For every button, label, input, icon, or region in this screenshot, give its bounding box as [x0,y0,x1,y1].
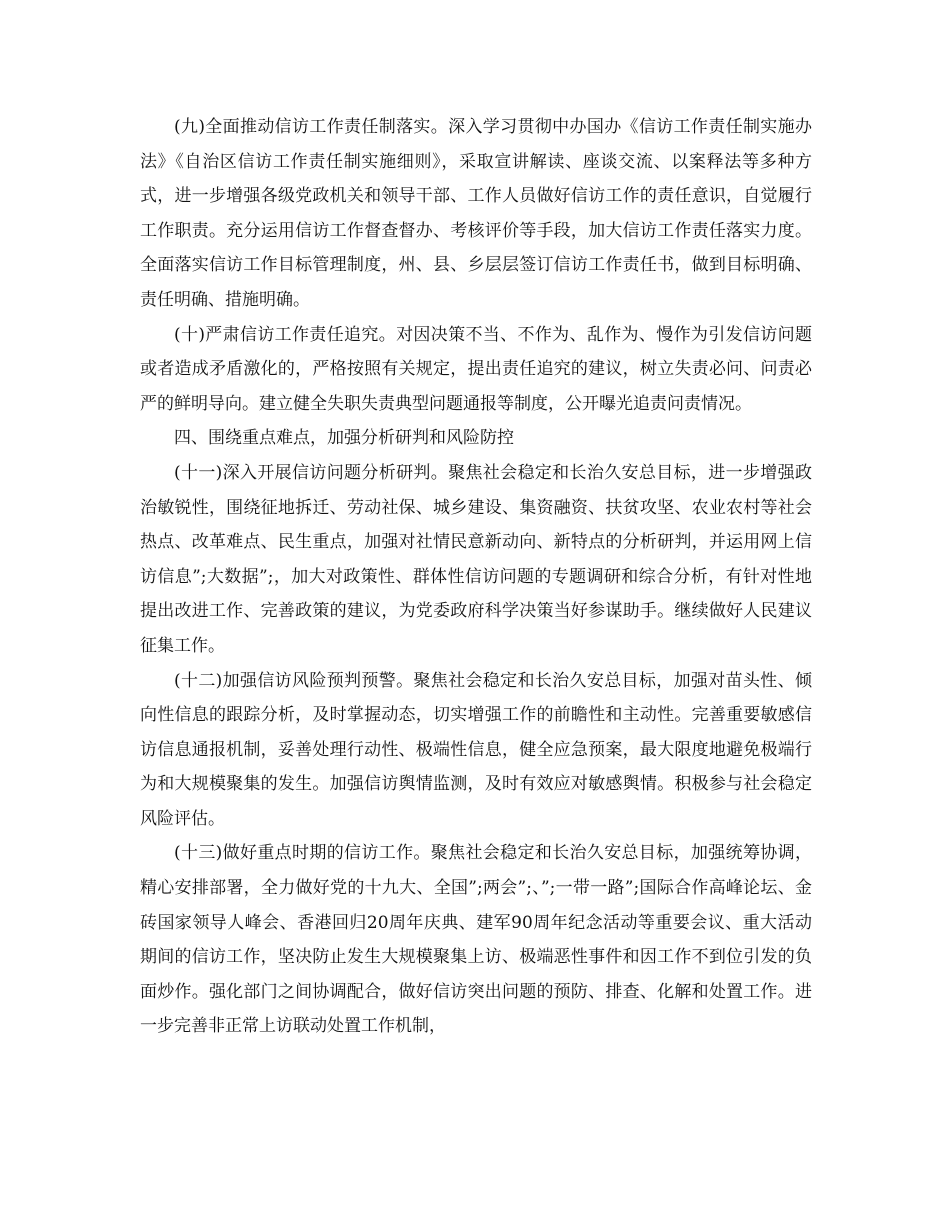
paragraph-responsibility-system: (九)全面推动信访工作责任制落实。深入学习贯彻中办国办《信访工作责任制实施办法》《自治区信访工作责任制实施细则》，采取宣讲解读、座谈交流、以案释法等多种方式，进一步增强各级党政机关和领导干部、工作人员做好信访工作的责任意识，自觉履行工作职责。充分运用信访工作督查督办、考核评价等手段，加大信访工作责任落实力度。全面落实信访工作目标管理制度，州、县、乡层层签订信访工作责任书，做到目标明确、责任明确、措施明确。 [140,117,812,310]
section-heading: 四、围绕重点难点，加强分析研判和风险防控 [174,428,514,449]
paragraph-risk-warning: (十二)加强信访风险预判预警。聚焦社会稳定和长治久安总目标，加强对苗头性、倾向性信息的跟踪分析，及时掌握动态，切实增强工作的前瞻性和主动性。完善重要敏感信访信息通报机制，妥善处理行动性、极端性信息，健全应急预案，最大限度地避免极端行为和大规模聚集的发生。加强信访舆情监测，及时有效应对敏感舆情。积极参与社会稳定风险评估。 [140,670,812,829]
document-body [140,110,812,1044]
paragraph-accountability: (十)严肃信访工作责任追究。对因决策不当、不作为、乱作为、慢作为引发信访问题或者造成矛盾激化的，严格按照有关规定，提出责任追究的建议，树立失责必问、问责必严的鲜明导向。建立健全失职失责典型问题通报等制度，公开曝光追责问责情况。 [140,324,812,414]
paragraph-analysis-research: (十一)深入开展信访问题分析研判。聚焦社会稳定和长治久安总目标，进一步增强政治敏锐性，围绕征地拆迁、劳动社保、城乡建设、集资融资、扶贫攻坚、农业农村等社会热点、改革难点、民生重点，加强对社情民意新动向、新特点的分析研判，并运用网上信访信息”;大数据”;，加大对政策性、群体性信访问题的专题调研和综合分析，有针对性地提出改进工作、完善政策的建议，为党委政府科学决策当好参谋助手。继续做好人民建议征集工作。 [140,462,812,656]
paragraph-key-period-work: (十三)做好重点时期的信访工作。聚焦社会稳定和长治久安总目标，加强统筹协调，精心安排部署，全力做好党的十九大、全国”;两会”;、”;一带一路”;国际合作高峰论坛、金砖国家领导人峰会、香港回归20周年庆典、建军90周年纪念活动等重要会议、重大活动期间的信访工作，坚决防止发生大规模聚集上访、极端恶性事件和因工作不到位引发的负面炒作。强化部门之间协调配合，做好信访突出问题的预防、排查、化解和处置工作。进一步完善非正常上访联动处置工作机制， [140,843,812,1037]
